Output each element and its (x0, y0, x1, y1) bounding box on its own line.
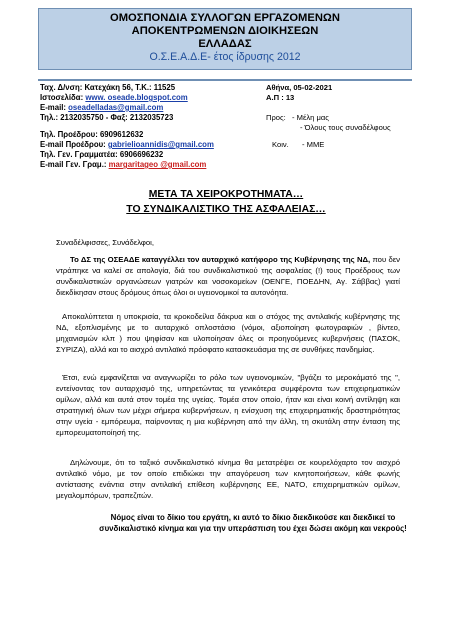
secretary-email-line (40, 160, 206, 170)
address-line: Ταχ. Δ/νση: Κατεχάκη 56, Τ.Κ.: 11525 (40, 83, 176, 92)
org-name-line3: ΕΛΛΑΔΑΣ (198, 38, 252, 50)
protocol-number: Α.Π : 13 (266, 93, 295, 102)
greeting: Συναδέλφισσες, Συνάδελφοι, (56, 238, 155, 247)
cc-value: - ΜΜΕ (302, 140, 325, 149)
title-line1: ΜΕΤΑ ΤΑ ΧΕΙΡΟΚΡΟΤΗΜΑΤΑ… (148, 189, 304, 200)
document-date: Αθήνα, 05-02-2021 (266, 83, 333, 92)
paragraph-1-bold: Το ΔΣ της ΟΣΕΑΔΕ καταγγέλλει τον αυταρχικό κατήφορο της Κυβέρνησης της ΝΔ, (70, 255, 371, 264)
email-label: E-mail: (40, 103, 69, 112)
secretary-email-label: E-mail Γεν. Γραμ.: (40, 160, 109, 169)
president-email-line (40, 140, 214, 150)
website-link[interactable]: www. oseade.blogspot.com (85, 93, 188, 102)
president-email-label: E-mail Προέδρου: (40, 140, 108, 149)
recipients-line1: - Μέλη μας (292, 113, 329, 122)
cc-label: Κοιν. (272, 140, 289, 149)
org-name-line2: ΑΠΟΚΕΝΤΡΩΜΕΝΩΝ ΔΙΟΙΚΗΣΕΩΝ (131, 25, 319, 37)
org-name-line1: ΟΜΟΣΠΟΝΔΙΑ ΣΥΛΛΟΓΩΝ ΕΡΓΑΖΟΜΕΝΩΝ (110, 12, 340, 24)
header-divider (38, 79, 412, 81)
paragraph-1-text: που δεν ντράπηκε να καλεί σε απολογία, διά του συνδικαλιστικού της ασφαλείας (!) τους Προέδρους των συνδικαλιστικών οργανώσεων γιατρών και νοσοκομείων (ΟΕΝΓΕ, ΠΟΕΔΗΝ, Αγ. Σάββας) γιατί διεκδίκησαν στους δρόμους όπως όλοι οι υγειονομικοί τα αυτονόητα. (56, 255, 400, 297)
email-link[interactable]: oseadelladas@gmail.com (68, 103, 164, 112)
president-phone: Τηλ. Προέδρου: 6909612632 (40, 130, 144, 139)
phone-line: Τηλ.: 2132035750 - Φαξ: 2132035723 (40, 113, 174, 122)
letterhead (38, 8, 412, 70)
website-line (40, 93, 188, 103)
secretary-phone: Τηλ. Γεν. Γραμματέα: 6906696232 (40, 150, 164, 159)
secretary-email-link[interactable]: margaritageo @gmail.com (108, 160, 207, 169)
paragraph-1 (56, 254, 400, 298)
president-email-link[interactable]: gabrielioannidis@gmail.com (107, 140, 214, 149)
email-line (40, 103, 163, 113)
website-label: Ιστοσελίδα: (40, 93, 86, 102)
recipients-label: Προς: (266, 113, 286, 122)
org-subtitle: Ο.Σ.Ε.Α.Δ.Ε- έτος ίδρυσης 2012 (149, 51, 301, 63)
title-line2: ΤΟ ΣΥΝΔΙΚΑΛΙΣΤΙΚΟ ΤΗΣ ΑΣΦΑΛΕΙΑΣ… (126, 204, 326, 215)
paragraph-4: Δηλώνουμε, ότι το ταξικό συνδικαλιστικό κίνημα θα μετατρέψει σε κουρελόχαρτο τον αισχρό αντιλαϊκό νόμο, με τον οποίο επιδιώκει την απαγόρευση των κινητοποιήσεων, κάθε φωνής αντίστασης ενάντια στην αντιλαϊκή επίθεση κυβέρνησης ΕΕ, ΝΑΤΟ, επιχειρηματικών ομίλων, μεγαλομπόρων, τραπεζιτών. (56, 458, 400, 500)
paragraph-3: Έτσι, ενώ εμφανίζεται να αναγνωρίζει το ρόλο των υγειονομικών, "βγάζει το μεροκάματό της ", εντείνοντας τον αυταρχισμό της, υπηρετώντας τα γενικότερα συμφέροντα των επιχειρηματικών ομίλων, αλλά και αυτά στον τομέα της υγείας. Τομέα στον οποίο, ήταν και είναι κοινή αντίληψη και στρατηγική όλων των μέχρι σήμερα κυβερνήσεων, η ενίσχυση της επιχειρηματικής δραστηριότητας στην υγεία - εμπόρευμα, παίρνοντας η μια κυβέρνηση από την άλλη, τη σκυτάλη στην ένταση της εμπορευματοποίησή της. (56, 373, 400, 437)
paragraph-2: Αποκαλύπτεται η υποκρισία, τα κροκοδείλια δάκρυα και ο στόχος της αντιλαϊκής κυβέρνησης της ΝΔ, εξοπλισμένης με το αυταρχικό οπλοστάσιο (νόμοι, αξιοποίηση φωτογραφιών , βίντεο, μηχανισμών κλπ ) που ψηφίσαν και υλοποίησαν όλες οι προηγούμενες κυβερνήσεις (ΠΑΣΟΚ, ΣΥΡΙΖΑ), αλλά και το αισχρό αντιλαϊκό πρόσφατο κατασκευάσμα της σε συνθήκες πανδημίας. (56, 312, 400, 354)
recipients-line2: - Όλους τους συναδέλφους (300, 123, 391, 132)
closing-statement: Νόμος είναι το δίκιο του εργάτη, κι αυτό το δίκιο διεκδικούσε και διεκδικεί το συνδικαλιστικό κίνημα και για την υπεράσπιση του έχει δώσει ακόμη και νεκρούς! (99, 513, 407, 533)
